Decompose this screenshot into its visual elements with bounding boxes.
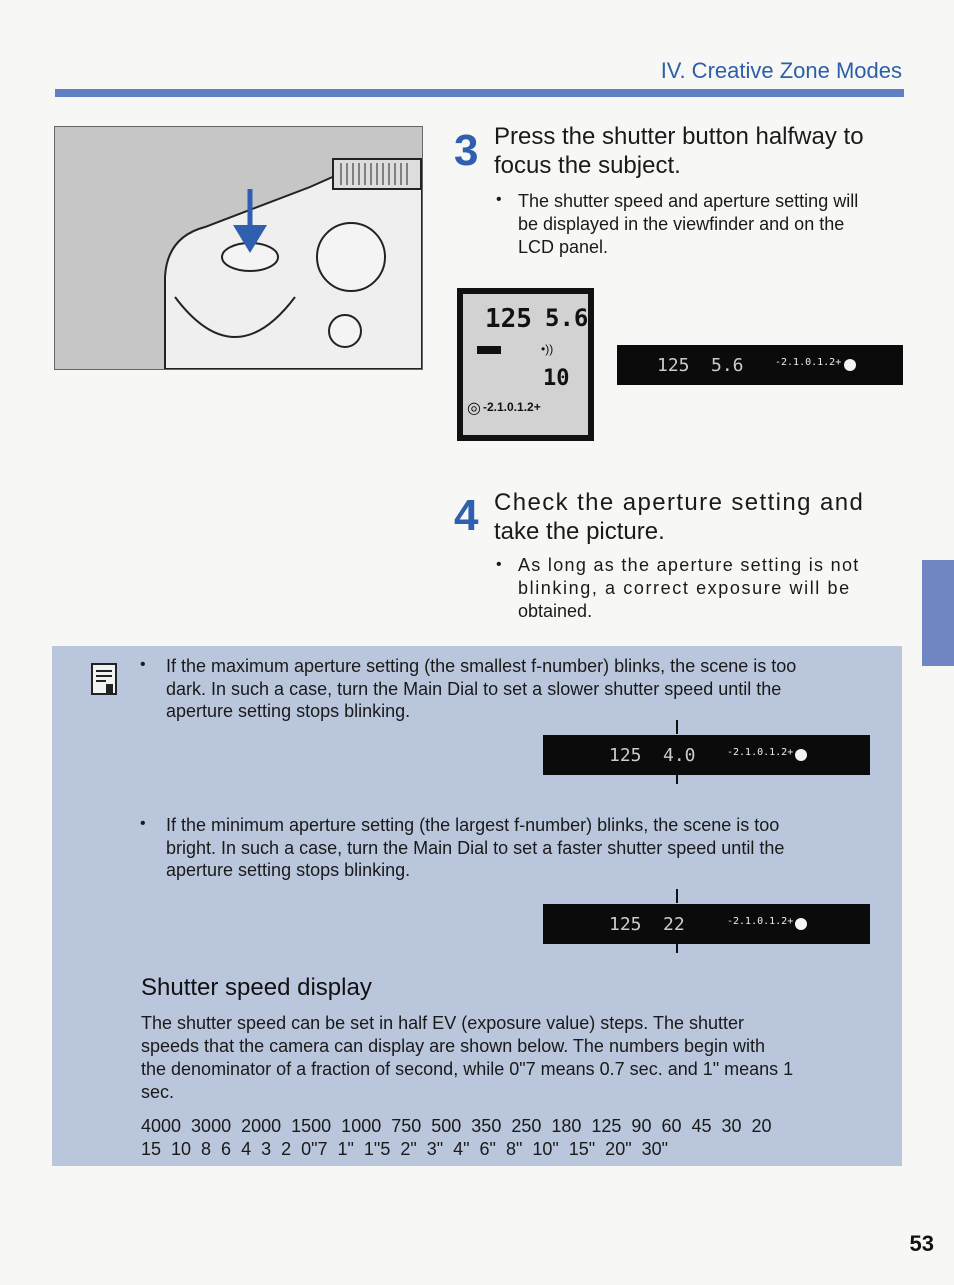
step3-bullet-line2: be displayed in the viewfinder and on the xyxy=(518,214,845,234)
note2-line3: aperture setting stops blinking. xyxy=(166,860,411,880)
step4-bullet-dot: • xyxy=(496,556,502,573)
step3-bullet-line1: The shutter speed and aperture setting will xyxy=(518,191,859,211)
note1-line1: If the maximum aperture setting (the smallest f-number) blinks, the scene is too xyxy=(166,656,797,676)
blink-mark-bottom xyxy=(676,774,678,784)
step-number-4: 4 xyxy=(454,491,479,540)
header-rule xyxy=(55,89,904,97)
step3-bullet-dot: • xyxy=(496,191,502,208)
lcd-shutter: 125 xyxy=(485,304,532,334)
note2-line1: If the minimum aperture setting (the largest f-number) blinks, the scene is too xyxy=(166,815,780,835)
note2-bullet-dot: • xyxy=(140,815,146,832)
shutter-body-line1: The shutter speed can be set in half EV (exposure value) steps. The shutter xyxy=(141,1013,745,1033)
viewfinder-display-blink-min xyxy=(543,904,870,944)
camera-shutter-drawing xyxy=(55,127,422,369)
shutter-body-line3: the denominator of a fraction of second, while 0"7 means 0.7 sec. and 1" means 1 xyxy=(141,1059,794,1079)
vf-aperture: 5.6 xyxy=(711,355,744,376)
shutter-speeds-line2: 15 10 8 6 4 3 2 0"7 1" 1"5 2" 3" 4" 6" 8" 10" 15" 20" 30" xyxy=(141,1139,669,1159)
lcd-exposure-scale: -2.1.0.1.2+ xyxy=(483,400,541,414)
viewfinder-display-main xyxy=(617,345,903,385)
shutter-body-line2: speeds that the camera can display are shown below. The numbers begin with xyxy=(141,1036,766,1056)
battery-icon xyxy=(477,346,501,354)
blink-mark-top xyxy=(676,889,678,903)
vf2-exposure-scale: -2.1.0.1.2+ xyxy=(727,916,794,927)
note1-bullet-dot: • xyxy=(140,656,146,673)
focus-mode-icon: ◎ xyxy=(467,400,481,417)
vf-shutter: 125 xyxy=(657,355,690,376)
step3-title-line1: Press the shutter button halfway to xyxy=(494,123,864,150)
focus-confirmation-icon xyxy=(795,918,807,930)
step4-title-line2: take the picture. xyxy=(494,518,665,545)
shutter-speed-heading: Shutter speed display xyxy=(141,974,372,1001)
step3-bullet-line3: LCD panel. xyxy=(518,237,609,257)
lcd-count: 10 xyxy=(543,366,570,391)
note1-line3: aperture setting stops blinking. xyxy=(166,701,411,721)
step3-title-line2: focus the subject. xyxy=(494,152,681,179)
lcd-panel xyxy=(457,288,594,441)
memo-icon xyxy=(90,662,118,696)
page-number: 53 xyxy=(909,1231,934,1256)
vf1-exposure-scale: -2.1.0.1.2+ xyxy=(727,747,794,758)
vf1-shutter: 125 xyxy=(609,745,642,766)
section-header: IV. Creative Zone Modes xyxy=(660,58,902,83)
shutter-body-line4: sec. xyxy=(141,1082,175,1102)
step4-bullet-line2: blinking, a correct exposure will be xyxy=(518,578,851,598)
step-number-3: 3 xyxy=(454,126,479,175)
note2-line2: bright. In such a case, turn the Main Dial to set a faster shutter speed until the xyxy=(166,838,785,858)
beep-icon: •)) xyxy=(541,342,554,356)
camera-illustration xyxy=(54,126,423,370)
focus-confirmation-icon xyxy=(795,749,807,761)
viewfinder-display-blink-max xyxy=(543,735,870,775)
side-tab xyxy=(922,560,954,666)
step4-bullet-line1: As long as the aperture setting is not xyxy=(518,555,860,575)
vf2-aperture: 22 xyxy=(663,914,685,935)
blink-mark-bottom xyxy=(676,943,678,953)
step4-title-line1: Check the aperture setting and xyxy=(494,489,865,516)
blink-mark-top xyxy=(676,720,678,734)
step4-bullet-line3: obtained. xyxy=(518,601,593,621)
note1-line2: dark. In such a case, turn the Main Dial to set a slower shutter speed until the xyxy=(166,679,782,699)
vf-exposure-scale: -2.1.0.1.2+ xyxy=(775,357,842,368)
vf1-aperture: 4.0 xyxy=(663,745,696,766)
vf2-shutter: 125 xyxy=(609,914,642,935)
shutter-speeds-line1: 4000 3000 2000 1500 1000 750 500 350 250 180 125 90 60 45 30 20 xyxy=(141,1116,772,1136)
focus-confirmation-icon xyxy=(844,359,856,371)
lcd-aperture: 5.6 xyxy=(545,304,589,332)
lcd-screen xyxy=(463,294,588,435)
